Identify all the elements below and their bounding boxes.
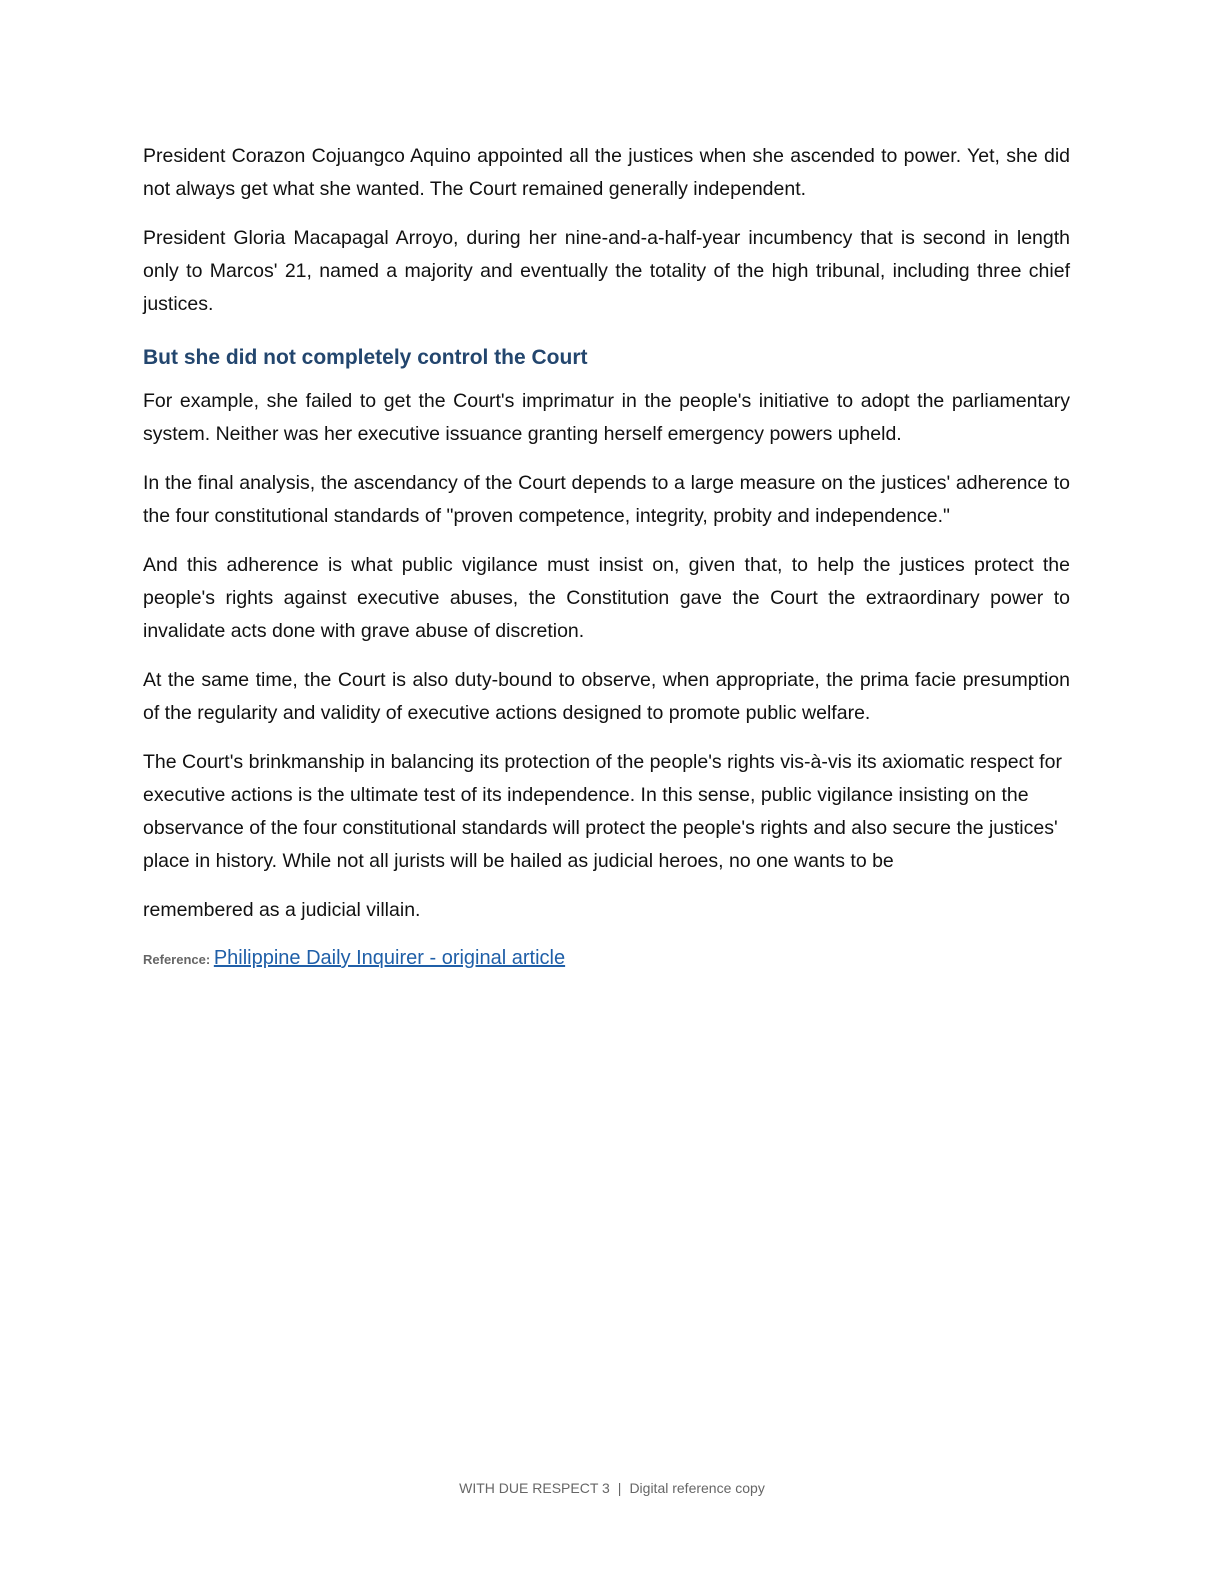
paragraph-arroyo: President Gloria Macapagal Arroyo, during her nine-and-a-half-year incumbency that is second in length only to Marcos' 21, named a majority and eventually the totality of the high tribunal, including three chief justices.: [143, 227, 1070, 315]
paragraph-brinkmanship: The Court's brinkmanship in balancing its protection of the people's rights vis-à-vis its axiomatic respect for executive actions is the ultimate test of its independence. In this sense, public vigilance insisting on the observance of the four constitutional standards will protect the people's rights and also secure the justices' place in history. While not all jurists will be hailed as judicial heroes, no one wants to be: [143, 751, 1062, 872]
reference-link[interactable]: Philippine Daily Inquirer - original article: [213, 947, 566, 969]
paragraph-example: For example, she failed to get the Court's imprimatur in the people's initiative to adopt the parliamentary system. Neither was her executive issuance granting herself emergency powers upheld.: [143, 390, 1070, 445]
paragraph-same-time: At the same time, the Court is also duty-bound to observe, when appropriate, the prima facie presumption of the regularity and validity of executive actions designed to promote public welfare.: [143, 669, 1070, 724]
page-footer: [0, 1478, 1224, 1498]
footer-note: Digital reference copy: [629, 1480, 765, 1496]
paragraph-closing: remembered as a judicial villain.: [143, 899, 421, 921]
footer-separator: |: [617, 1480, 622, 1496]
reference-line: [143, 943, 1070, 975]
document-page: [143, 140, 1070, 975]
paragraph-final-analysis: In the final analysis, the ascendancy of the Court depends to a large measure on the justices' adherence to the four constitutional standards of "proven competence, integrity, probity and independence.": [143, 472, 1070, 527]
section-heading: But she did not completely control the Court: [143, 346, 588, 369]
footer-title: WITH DUE RESPECT 3: [459, 1480, 610, 1496]
reference-label: Reference:: [143, 952, 211, 967]
paragraph-adherence: And this adherence is what public vigilance must insist on, given that, to help the justices protect the people's rights against executive abuses, the Constitution gave the Court the extraordinary power to invalidate acts done with grave abuse of discretion.: [143, 554, 1070, 642]
paragraph-aquino: President Corazon Cojuangco Aquino appointed all the justices when she ascended to power. Yet, she did not always get what she wanted. The Court remained generally independent.: [143, 145, 1070, 200]
